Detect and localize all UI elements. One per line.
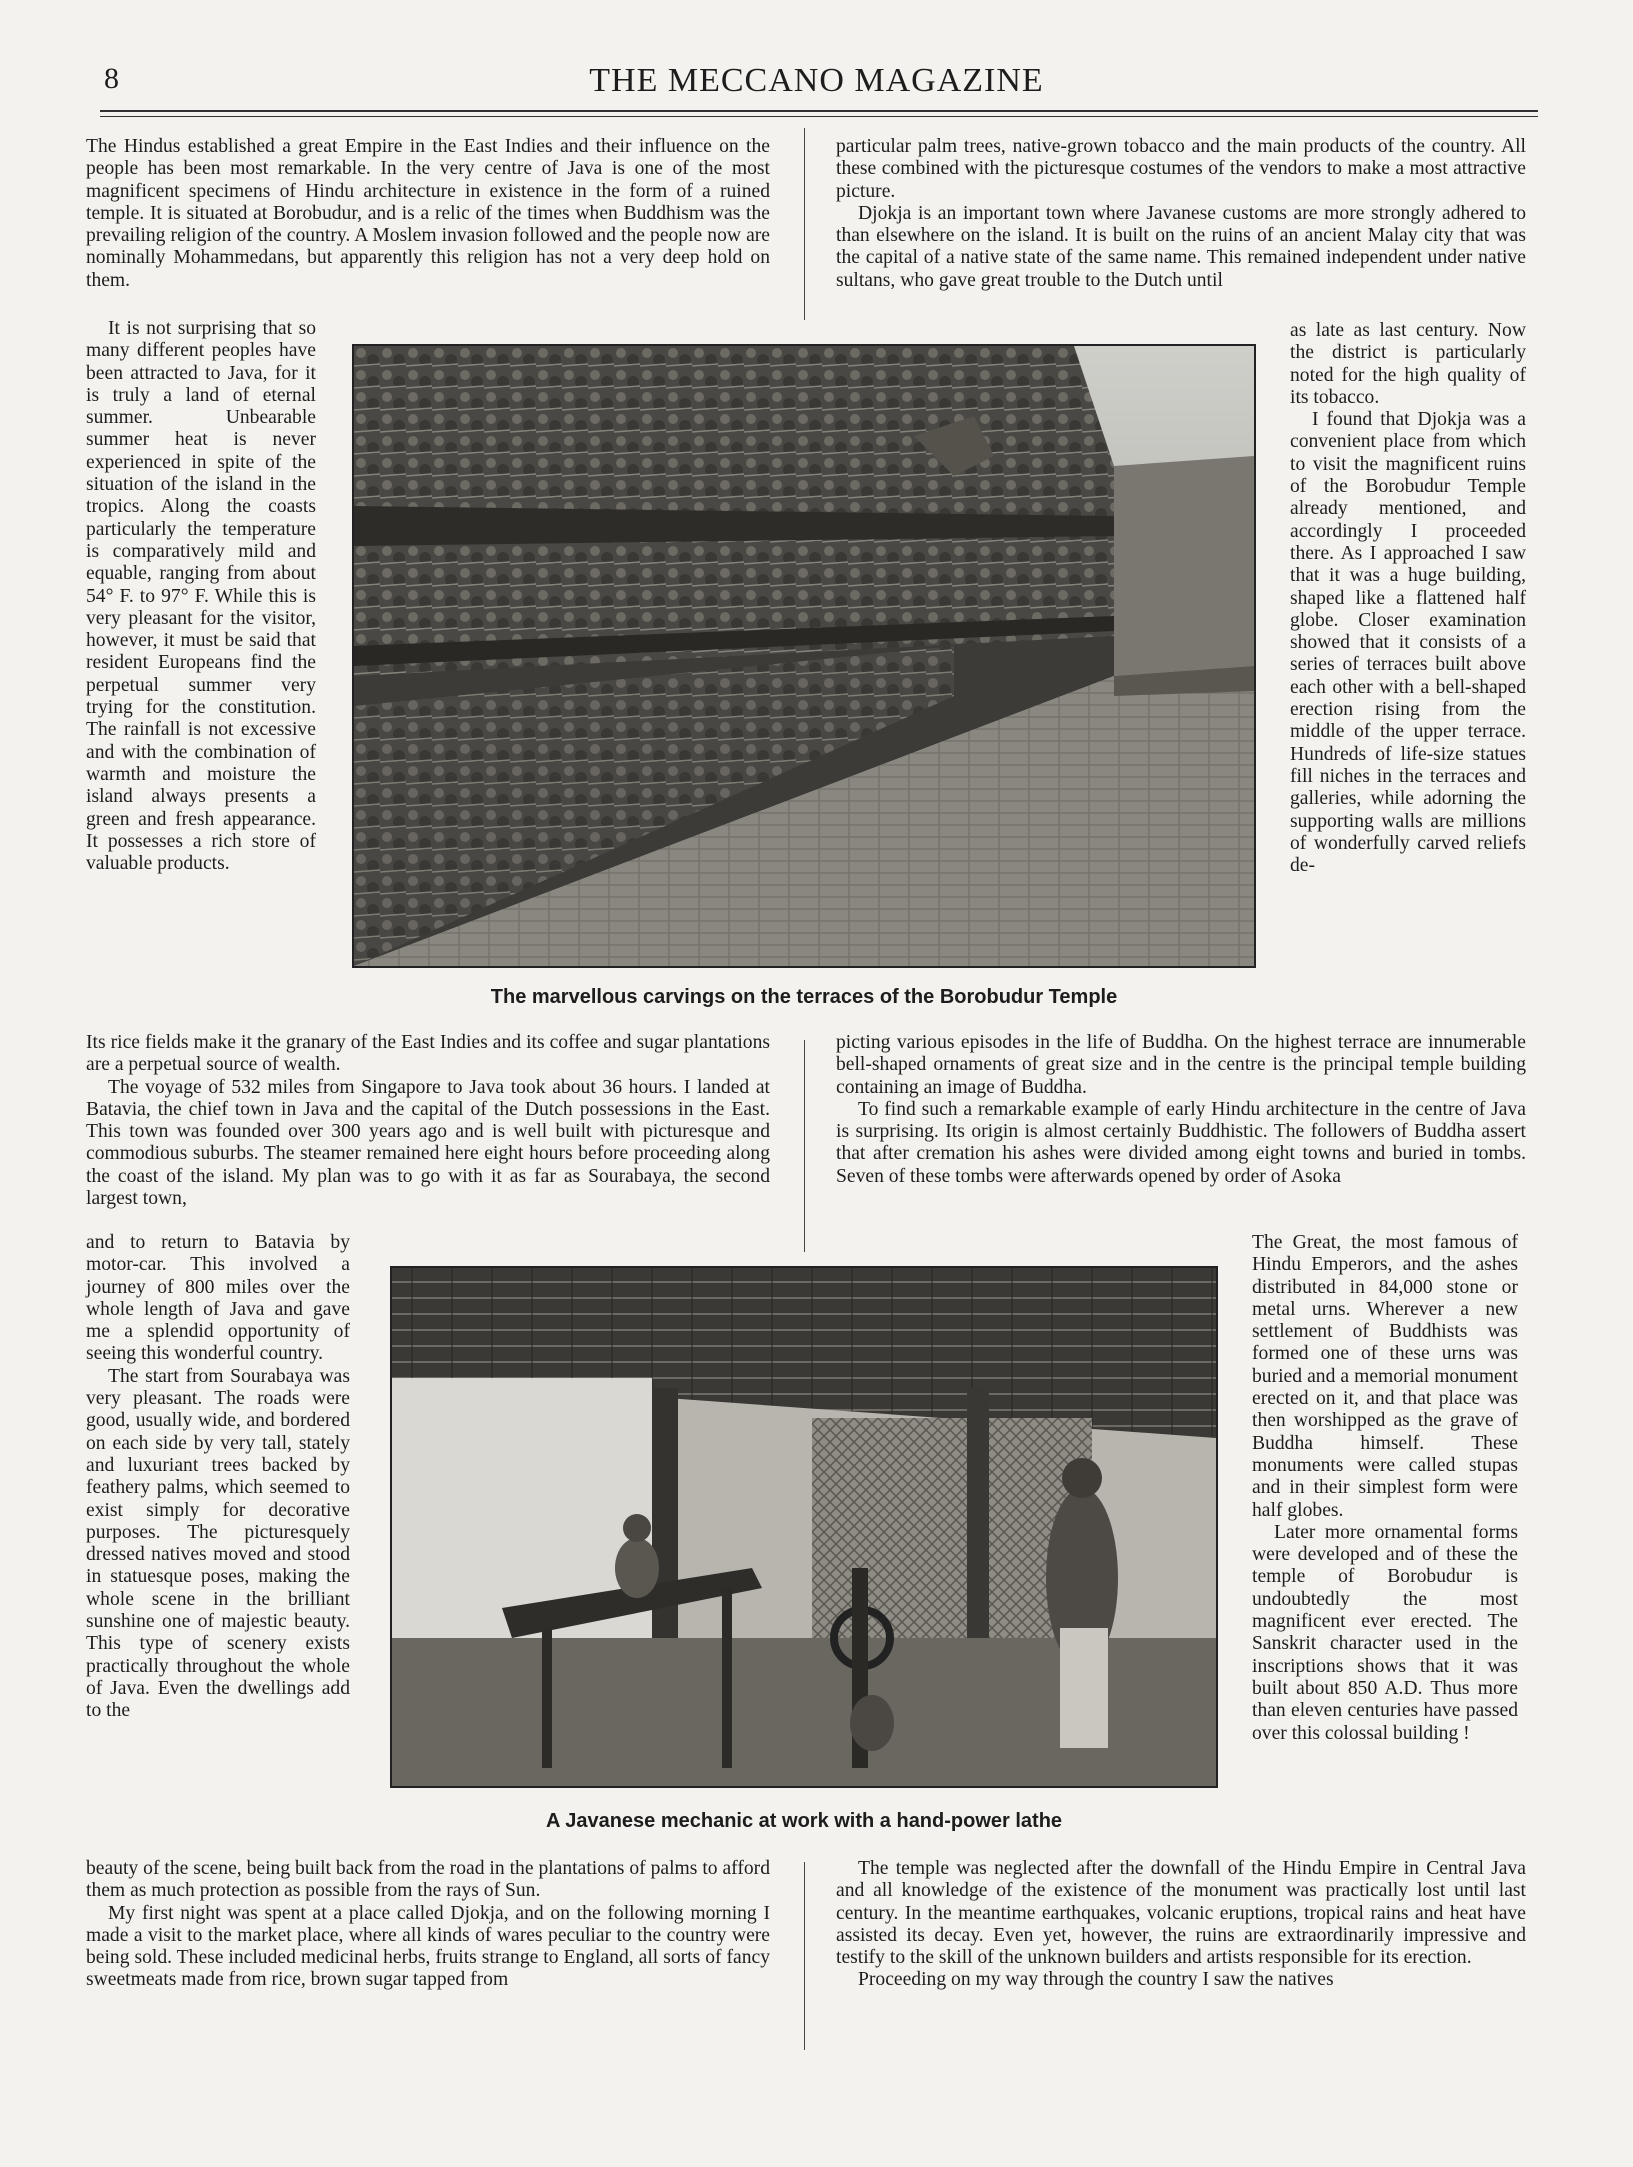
borobudur-carvings-photo xyxy=(352,344,1256,968)
article-paragraph: Its rice fields make it the granary of the East Indies and its coffee and sugar plantations are a perpetual source of wealth. The voyage of 532 miles from Singapore to Java took about 36 hours. I landed at Batavia, the chief town in Java and the capital of the Dutch possessions in the East. This town was founded over 300 years ago and is well built with picturesque and commodious suburbs. The steamer remained here eight hours before proceeding along the coast of the island. My plan was to go with it as far as Sourabaya, the second largest town, xyxy=(86,1032,770,1210)
column-divider xyxy=(804,1040,805,1252)
magazine-title: THE MECCANO MAGAZINE xyxy=(589,62,1044,99)
article-paragraph: It is not surprising that so many different peoples have been attracted to Java, for it is truly a land of eternal summer. Unbearable summer heat is never experienced in spite of the situation of the island in the tropics. Along the coasts particularly the temperature is comparatively mild and equable, ranging from about 54° F. to 97° F. While this is very pleasant for the visitor, however, it must be said that resident Europeans find the perpetual summer very trying for the constitution. The rainfall is not excessive and with the combination of warmth and moisture the island always presents a green and fresh appearance. It possesses a rich store of valuable products. xyxy=(86,318,316,875)
header-rule xyxy=(100,110,1538,112)
article-paragraph: and to return to Batavia by motor-car. This involved a journey of 800 miles over the whole length of Java and gave me a splendid opportunity of seeing this wonderful country. The start from Sourabaya was very pleasant. The roads were good, usually wide, and bordered on each side by very tall, stately and luxuriant trees backed by feathery palms, which seemed to exist simply for decorative purposes. The picturesquely dressed natives moved and stood in statuesque poses, making the whole scene in the brilliant sunshine one of majestic beauty. This type of scenery exists practically throughout the whole of Java. Even the dwellings add to the xyxy=(86,1232,350,1722)
lathe-photo-caption: A Javanese mechanic at work with a hand-power lathe xyxy=(545,1810,1063,1832)
article-paragraph: The temple was neglected after the downfall of the Hindu Empire in Central Java and all knowledge of the existence of the monument was practically lost until last century. In the meantime earthquakes, volcanic eruptions, tropical rains and heat have assisted its decay. Even yet, however, the ruins are extraordinarily impressive and testify to the skill of the unknown builders and artists responsible for its erection. Proceeding on my way through the country I saw the natives xyxy=(836,1858,1526,1991)
article-paragraph: particular palm trees, native-grown tobacco and the main products of the country. All these combined with the picturesque costumes of the vendors to make a most attractive picture. Djokja is an important town where Javanese customs are more strongly adhered to than elsewhere on the island. It is built on the ruins of an ancient Malay city that was the capital of a native state of the same name. This remained independent under native sultans, who gave great trouble to the Dutch until xyxy=(836,136,1526,291)
article-paragraph: as late as last century. Now the district is particularly noted for the high quality of its tobacco. I found that Djokja was a convenient place from which to visit the magnificent ruins of the Borobudur Temple already mentioned, and accordingly I proceeded there. As I approached I saw that it was a huge building, shaped like a flattened half globe. Closer examination showed that it consists of a series of terraces built above each other with a bell-shaped erection rising from the middle of the upper terrace. Hundreds of life-size statues fill niches in the terraces and galleries, while adorning the supporting walls are millions of wonderfully carved reliefs de- xyxy=(1290,320,1526,877)
article-paragraph: The Great, the most famous of Hindu Emperors, and the ashes distributed in 84,000 stone or metal urns. Wherever a new settlement of Buddhists was formed one of these urns was buried and a memorial monument erected on it, and that place was then worshipped as the grave of Buddha himself. These monuments were called stupas and in their simplest form were half globes. Later more ornamental forms were developed and of these the temple of Borobudur is undoubtedly the most magnificent ever erected. The Sanskrit character used in the inscriptions shows that it was built about 850 A.D. Thus more than eleven centuries have passed over this colossal building ! xyxy=(1252,1232,1518,1744)
column-divider xyxy=(804,128,805,320)
header-rule-thin xyxy=(100,116,1538,117)
temple-photo-caption: The marvellous carvings on the terraces of the Borobudur Temple xyxy=(490,986,1118,1008)
article-paragraph: beauty of the scene, being built back from the road in the plantations of palms to afford them as much protection as possible from the rays of Sun. My first night was spent at a place called Djokja, and on the following morning I made a visit to the market place, where all kinds of wares peculiar to the country were being sold. These included medicinal herbs, fruits strange to England, all sorts of fancy sweetmeats made from rice, brown sugar tapped from xyxy=(86,1858,770,1991)
column-divider xyxy=(804,1862,805,2050)
javanese-mechanic-lathe-photo xyxy=(390,1266,1218,1788)
page-number: 8 xyxy=(104,62,119,95)
article-paragraph: picting various episodes in the life of Buddha. On the highest terrace are innumerable bell-shaped ornaments of great size and in the centre is the principal temple building containing an image of Buddha. To find such a remarkable example of early Hindu architecture in the centre of Java is surprising. Its origin is almost certainly Buddhistic. The followers of Buddha assert that after cremation his ashes were divided among eight towns and buried in tombs. Seven of these tombs were afterwards opened by order of Asoka xyxy=(836,1032,1526,1187)
article-paragraph: The Hindus established a great Empire in the East Indies and their influence on the people has been most remarkable. In the very centre of Java is one of the most magnificent specimens of Hindu architecture in existence in the form of a ruined temple. It is situated at Borobudur, and is a relic of the times when Buddhism was the prevailing religion of the country. A Moslem invasion followed and the people now are nominally Mohammedans, but apparently this religion has not a very deep hold on them. xyxy=(86,136,770,291)
